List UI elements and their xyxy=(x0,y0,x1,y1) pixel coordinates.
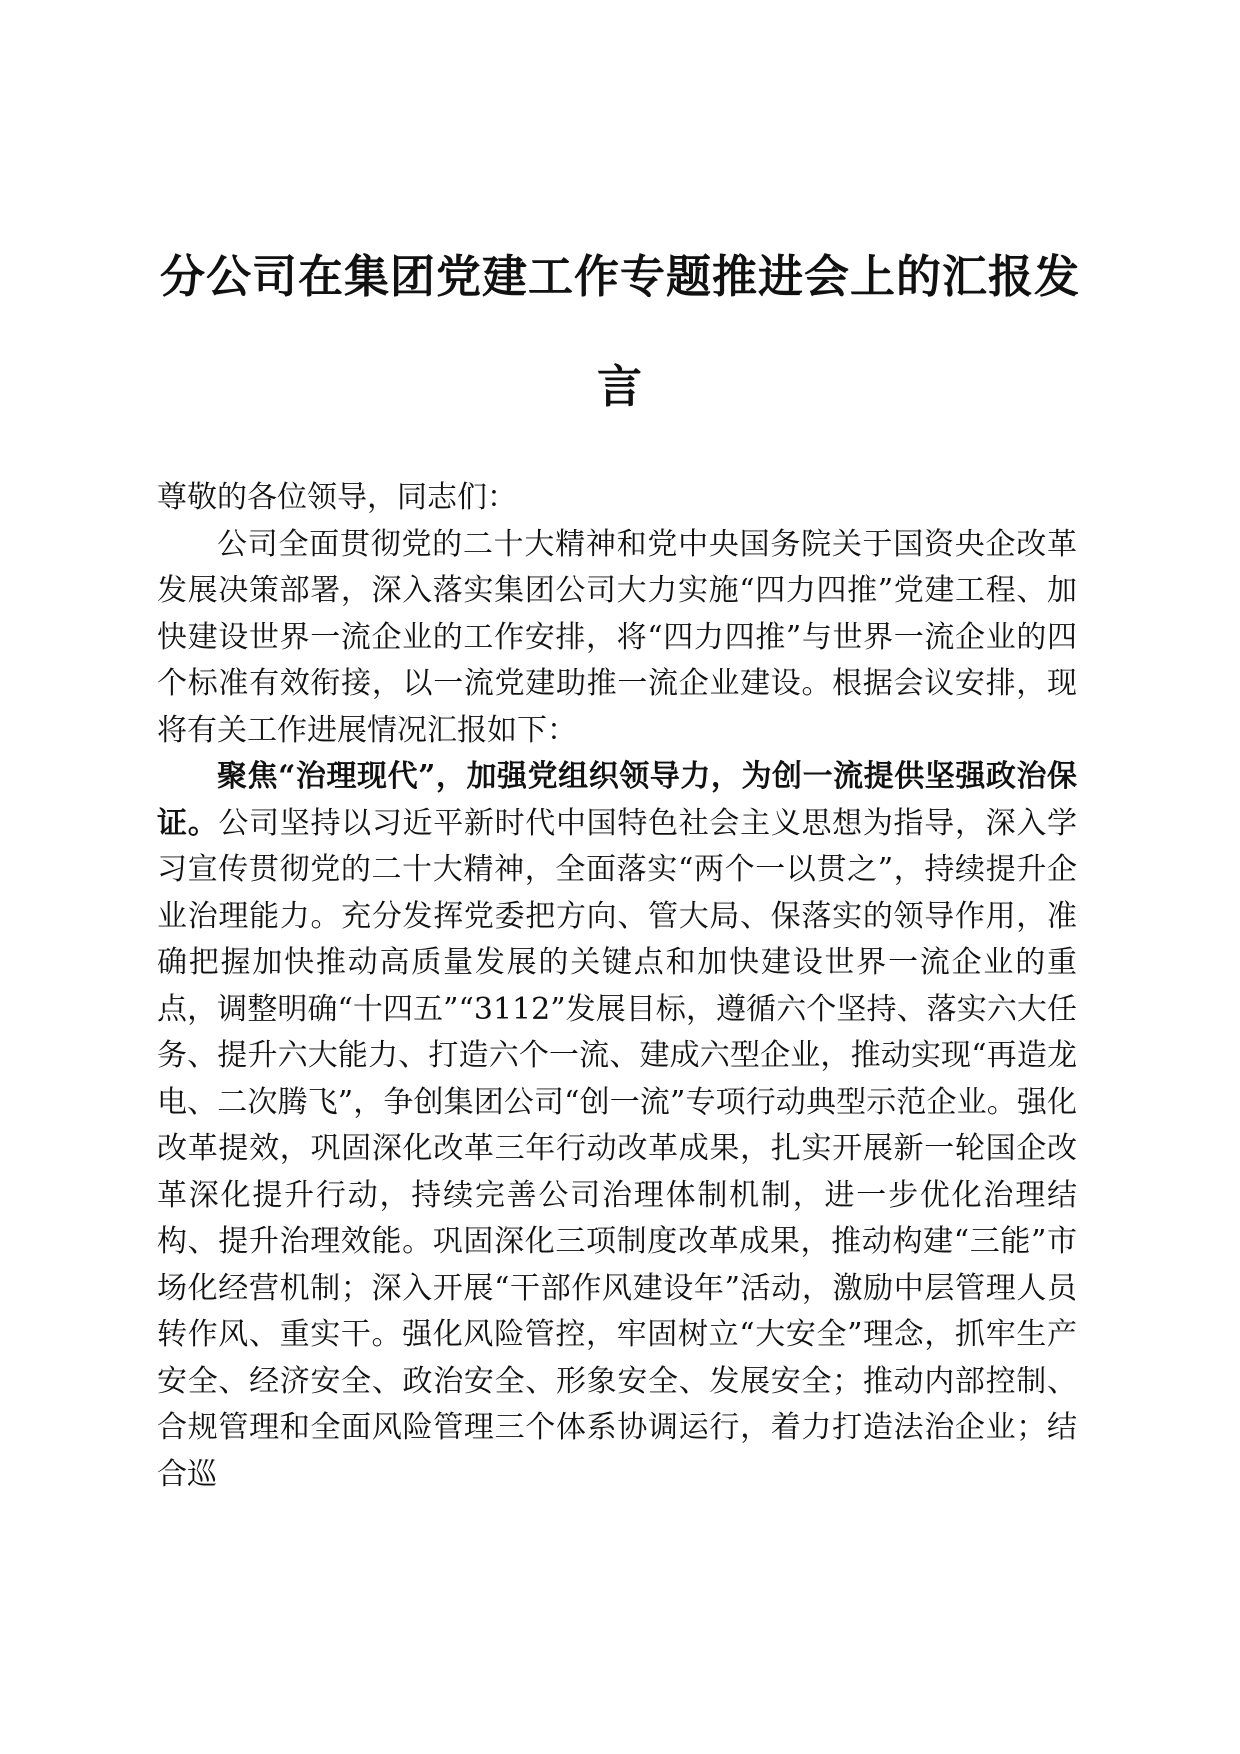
section-1-heading: 聚焦“治理现代”，加强党组织领导力，为创一流提供坚强政治保证。 xyxy=(157,759,1077,841)
document-body xyxy=(157,475,1077,1498)
section-1-paragraph xyxy=(157,754,1077,1498)
salutation: 尊敬的各位领导，同志们： xyxy=(157,480,517,515)
intro-paragraph: 公司全面贯彻党的二十大精神和党中央国务院关于国资央企改革发展决策部署，深入落实集团公司大力实施“四力四推”党建工程、加快建设世界一流企业的工作安排，将“四力四推”与世界一流企业的四个标准有效衔接，以一流党建助推一流企业建设。根据会议安排，现将有关工作进展情况汇报如下： xyxy=(157,526,1077,748)
section-1-body: 公司坚持以习近平新时代中国特色社会主义思想为指导，深入学习宣传贯彻党的二十大精神，全面落实“两个一以贯之”，持续提升企业治理能力。充分发挥党委把方向、管大局、保落实的领导作用，准确把握加快推动高质量发展的关键点和加快建设世界一流企业的重点，调整明确“十四五”“3112”发展目标，遵循六个坚持、落实六大任务、提升六大能力、打造六个一流、建成六型企业，推动实现“再造龙电、二次腾飞”，争创集团公司“创一流”专项行动典型示范企业。强化改革提效，巩固深化改革三年行动改革成果，扎实开展新一轮国企改革深化提升行动，持续完善公司治理体制机制，进一步优化治理结构、提升治理效能。巩固深化三项制度改革成果，推动构建“三能”市场化经营机制；深入开展“干部作风建设年”活动，激励中层管理人员转作风、重实干。强化风险管控，牢固树立“大安全”理念，抓牢生产安全、经济安全、政治安全、形象安全、发展安全；推动内部控制、合规管理和全面风险管理三个体系协调运行，着力打造法治企业；结合巡 xyxy=(157,805,1078,1492)
document-title: 分公司在集团党建工作专题推进会上的汇报发言 xyxy=(159,250,1080,413)
